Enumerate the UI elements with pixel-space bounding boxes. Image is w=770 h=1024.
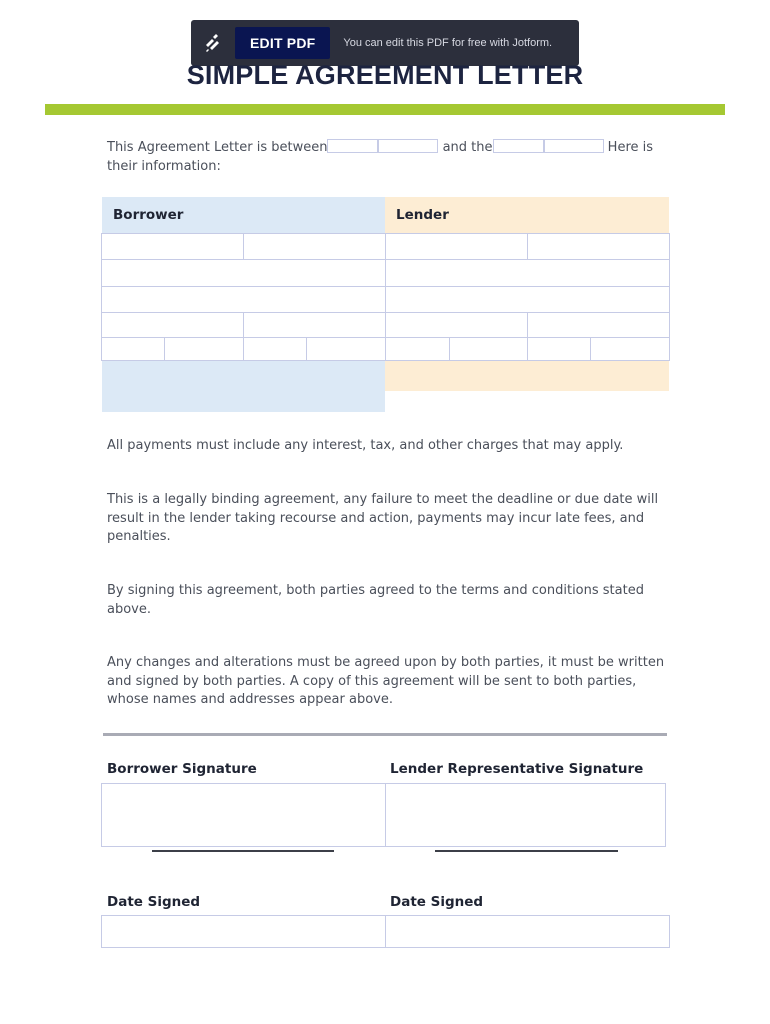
borrower-date-label: Date Signed [107,894,201,910]
borrower-address-line2-field[interactable] [101,286,386,313]
borrower-signature-field[interactable] [101,783,386,847]
borrower-last-name-field[interactable] [243,233,386,260]
lender-date-label: Date Signed [390,894,484,910]
lender-first-name-field[interactable] [385,233,528,260]
lender-signature-field[interactable] [385,783,666,847]
borrower-city-field[interactable] [101,312,244,338]
terms-paragraph: Any changes and alterations must be agreed upon by both parties, it must be written and signed by both parties. A copy of this agreement will be sent to both parties, whose names and addresses appear above. [107,655,665,707]
borrower-address-field[interactable] [101,259,386,287]
lender-signature-label: Lender Representative Signature [390,761,644,777]
edit-pdf-button[interactable]: EDIT PDF [235,27,330,59]
document-title: SIMPLE AGREEMENT LETTER [186,60,584,90]
borrower-email-field[interactable] [243,337,307,361]
party2-last-name-field[interactable] [544,139,604,153]
section-divider [103,733,667,736]
banner-message: You can edit this PDF for free with Jotform. [343,37,553,49]
lender-signature-line [435,850,618,852]
lender-last-name-field[interactable] [527,233,670,260]
lender-zip-field[interactable] [385,337,450,361]
lender-city-field[interactable] [385,312,528,338]
intro-part-2: and the [442,140,493,155]
borrower-date-field[interactable] [101,915,386,948]
intro-part-3: Here is their information: [107,140,654,174]
party1-last-name-field[interactable] [378,139,438,153]
borrower-phone-field[interactable] [164,337,244,361]
borrower-signature-label: Borrower Signature [107,761,257,777]
lender-date-field[interactable] [385,915,670,948]
borrower-first-name-field[interactable] [101,233,244,260]
lender-address-field[interactable] [385,259,670,287]
lender-heading: Lender [396,207,449,223]
lender-state-field[interactable] [527,312,670,338]
lender-address-line2-field[interactable] [385,286,670,313]
borrower-extra-field[interactable] [306,337,386,361]
terms-paragraph: All payments must include any interest, tax, and other charges that may apply. [107,438,624,453]
title-divider [45,104,725,115]
terms-paragraph: By signing this agreement, both parties agreed to the terms and conditions stated above. [107,583,644,617]
borrower-heading: Borrower [113,207,184,223]
borrower-state-field[interactable] [243,312,386,338]
borrower-zip-field[interactable] [101,337,165,361]
borrower-signature-line [152,850,334,852]
intro-text [107,138,667,176]
terms-paragraph: This is a legally binding agreement, any failure to meet the deadline or due date will result in the lender taking recourse and action, payments may incur late fees, and penalties. [107,492,659,544]
intro-part-1: This Agreement Letter is between [107,140,328,155]
lender-email-field[interactable] [527,337,591,361]
lender-extra-field[interactable] [590,337,670,361]
party1-first-name-field[interactable] [327,139,378,153]
party2-first-name-field[interactable] [493,139,544,153]
lender-phone-field[interactable] [449,337,528,361]
